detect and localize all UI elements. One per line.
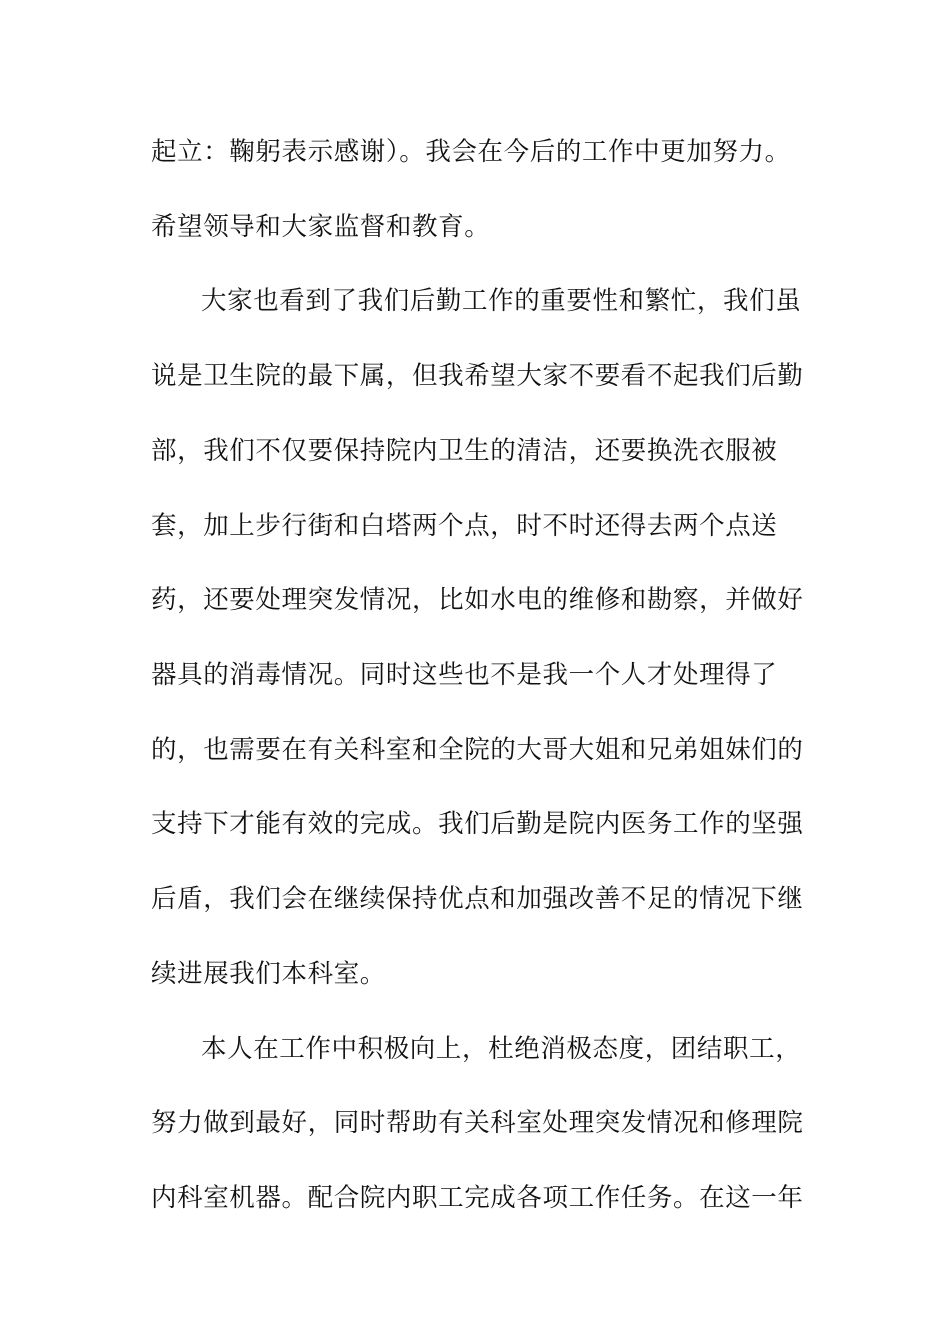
text-line: 器具的消毒情况。同时这些也不是我一个人才处理得了: [151, 660, 778, 690]
text-line: 药，还要处理突发情况，比如水电的维修和勘察，并做好: [151, 585, 804, 615]
text-line: 部，我们不仅要保持院内卫生的清洁，还要换洗衣服被: [151, 436, 778, 466]
paragraph-start-line: 本人在工作中积极向上，杜绝消极态度，团结职工，: [201, 1034, 802, 1064]
text-line: 套，加上步行街和白塔两个点，时不时还得去两个点送: [151, 511, 778, 541]
text-line: 后盾，我们会在继续保持优点和加强改善不足的情况下继: [151, 884, 804, 914]
text-line: 内科室机器。配合院内职工完成各项工作任务。在这一年: [151, 1183, 804, 1213]
text-line: 起立：鞠躬表示感谢）。我会在今后的工作中更加努力。: [151, 137, 791, 167]
text-line: 努力做到最好，同时帮助有关科室处理突发情况和修理院: [151, 1108, 804, 1138]
text-line: 续进展我们本科室。: [151, 959, 386, 989]
text-line: 希望领导和大家监督和教育。: [151, 212, 491, 242]
text-line: 支持下才能有效的完成。我们后勤是院内医务工作的坚强: [151, 809, 804, 839]
text-line: 的，也需要在有关科室和全院的大哥大姐和兄弟姐妹们的: [151, 735, 804, 765]
paragraph-start-line: 大家也看到了我们后勤工作的重要性和繁忙，我们虽: [201, 286, 802, 316]
text-line: 说是卫生院的最下属，但我希望大家不要看不起我们后勤: [151, 361, 804, 391]
